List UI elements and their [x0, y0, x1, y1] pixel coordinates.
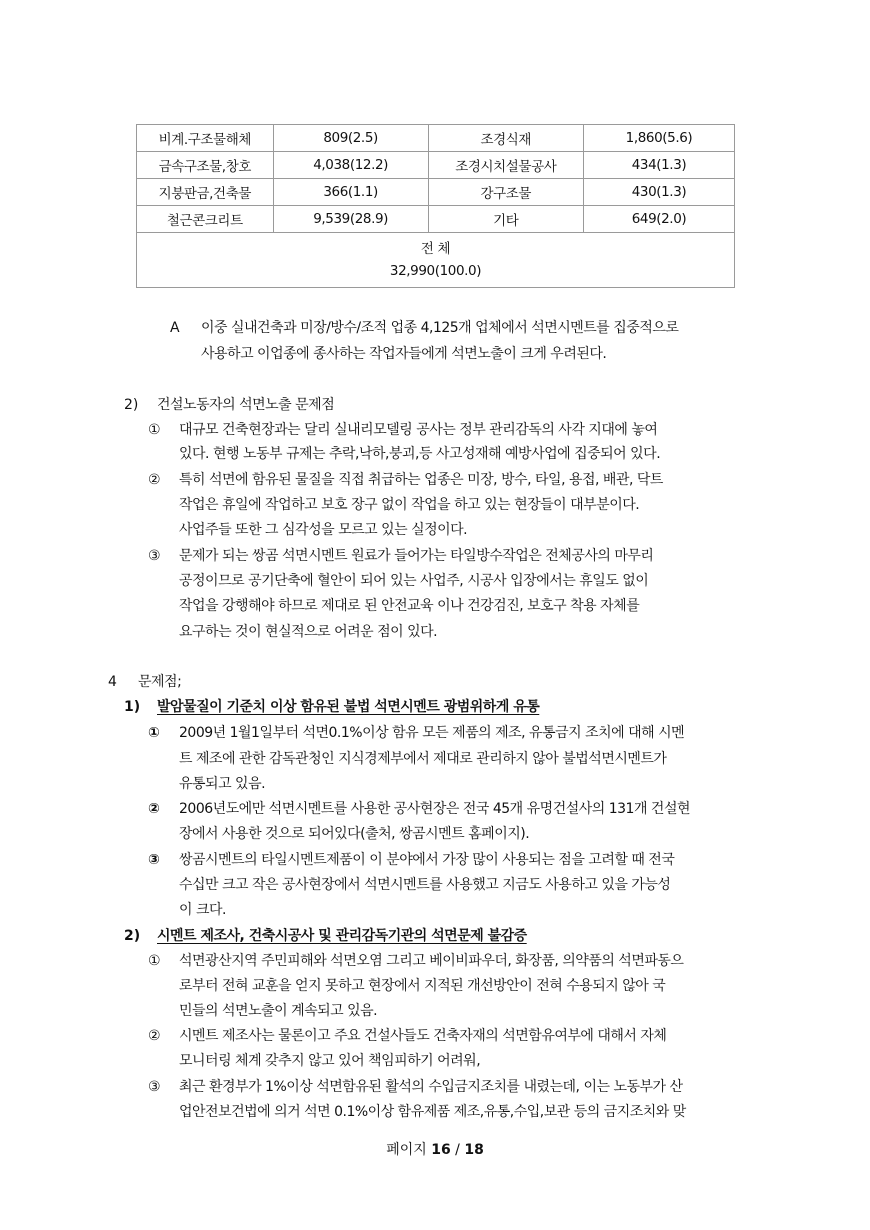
- item-line: 민들의 석면노출이 계속되고 있음.: [179, 1003, 378, 1019]
- item-line: 장에서 사용한 것으로 되어있다(출처, 쌍곰시멘트 홈페이지).: [179, 826, 530, 842]
- table-cell: 강구조물: [428, 179, 583, 206]
- table-cell: 기타: [428, 206, 583, 233]
- page-separator: /: [455, 1142, 460, 1158]
- item-line: 유통되고 있음.: [179, 776, 266, 792]
- item-line: 석면광산지역 주민피해와 석면오염 그리고 베이비파우더, 화장품, 의약품의 석면파동으: [179, 953, 684, 969]
- table-cell: 649(2.0): [583, 206, 734, 233]
- section4-title: 문제점;: [138, 674, 182, 690]
- section2-number: 2): [124, 397, 139, 413]
- item-marker: ②: [148, 472, 161, 488]
- item-line: 최근 환경부가 1%이상 석면함유된 활석의 수입금지조치를 내렸는데, 이는 노동부가 산: [179, 1079, 683, 1095]
- table-cell: 366(1.1): [273, 179, 428, 206]
- item-line: 2006년도에만 석면시멘트를 사용한 공사현장은 전국 45개 유명건설사의 131개 건설현: [179, 801, 691, 817]
- item-line: 사업주들 또한 그 심각성을 모르고 있는 실정이다.: [179, 522, 468, 538]
- item-line: 대규모 건축현장과는 달리 실내리모델링 공사는 정부 관리감독의 사각 지대에 놓여: [179, 422, 658, 438]
- item-marker: ③: [148, 548, 161, 564]
- table-cell: 조경시치설물공사: [428, 152, 583, 179]
- table-cell: 4,038(12.2): [273, 152, 428, 179]
- item-marker: ③: [148, 1079, 161, 1095]
- table-cell: 철근콘크리트: [137, 206, 274, 233]
- item-line: 업안전보건법에 의거 석면 0.1%이상 함유제품 제조,유통,수입,보관 등의 금지조치와 맞: [179, 1104, 686, 1120]
- item-line: 공정이므로 공기단축에 혈안이 되어 있는 사업주, 시공사 입장에서는 휴일도 없이: [179, 573, 649, 589]
- total-value: 32,990(100.0): [389, 263, 482, 279]
- table-cell: 430(1.3): [583, 179, 734, 206]
- table-cell: 지붕판금,건축물: [137, 179, 274, 206]
- table-total-cell: [137, 233, 735, 288]
- item-line: 2009년 1월1일부터 석면0.1%이상 함유 모든 제품의 제조, 유통금지 조치에 대해 시멘: [179, 725, 685, 741]
- table-row: [137, 206, 735, 233]
- table-cell: 434(1.3): [583, 152, 734, 179]
- sub1-number: 1): [124, 699, 141, 715]
- current-page-number: 16: [431, 1142, 451, 1158]
- note-a-line: 사용하고 이업종에 종사하는 작업자들에게 석면노출이 크게 우려된다.: [201, 346, 607, 362]
- item-marker: ②: [148, 1028, 161, 1044]
- section2-heading: 건설노동자의 석면노출 문제점: [157, 397, 335, 413]
- table-cell: 9,539(28.9): [273, 206, 428, 233]
- note-a-line: 이중 실내건축과 미장/방수/조적 업종 4,125개 업체에서 석면시멘트를 집중적으로: [201, 320, 679, 336]
- section4-number: 4: [108, 674, 117, 690]
- item-line: 작업을 강행해야 하므로 제대로 된 안전교육 이나 건강검진, 보호구 착용 자체를: [179, 598, 640, 614]
- item-marker: ①: [148, 422, 161, 438]
- item-line: 특히 석면에 함유된 물질을 직접 취급하는 업종은 미장, 방수, 타일, 용접, 배관, 닥트: [179, 472, 663, 488]
- item-line: 이 크다.: [179, 902, 226, 918]
- item-line: 쌍곰시멘트의 타일시멘트제품이 이 분야에서 가장 많이 사용되는 점을 고려할 때 전국: [179, 852, 675, 868]
- item-line: 작업은 휴일에 작업하고 보호 장구 없이 작업을 하고 있는 현장들이 대부분이다.: [179, 497, 640, 513]
- item-line: 로부터 전혀 교훈을 얻지 못하고 현장에서 지적된 개선방안이 전혀 수용되지 않아 국: [179, 978, 666, 994]
- item-line: 트 제조에 관한 감독관청인 지식경제부에서 제대로 관리하지 않아 불법석면시멘트가: [179, 751, 667, 767]
- item-line: 시멘트 제조사는 물론이고 주요 건설사들도 건축자재의 석면함유여부에 대해서 자체: [179, 1028, 667, 1044]
- item-marker: ③: [148, 852, 160, 868]
- item-line: 요구하는 것이 현실적으로 어려운 점이 있다.: [179, 624, 438, 640]
- table-total-row: [137, 233, 735, 288]
- page-footer: [0, 1139, 870, 1159]
- item-line: 있다. 현행 노동부 규제는 추락,낙하,붕괴,등 사고성재해 예방사업에 집중되어 있다.: [179, 446, 661, 462]
- table-cell: 809(2.5): [273, 125, 428, 152]
- table-cell: 1,860(5.6): [583, 125, 734, 152]
- item-marker: ①: [148, 725, 160, 741]
- item-marker: ②: [148, 801, 160, 817]
- item-line: 수십만 크고 작은 공사현장에서 석면시멘트를 사용했고 지금도 사용하고 있을 가능성: [179, 877, 671, 893]
- total-page-number: 18: [464, 1142, 484, 1158]
- table-row: [137, 179, 735, 206]
- item-line: 문제가 되는 쌍곰 석면시멘트 원료가 들어가는 타일방수작업은 전체공사의 마무리: [179, 548, 654, 564]
- asbestos-industry-table: [136, 124, 735, 288]
- table-row: [137, 152, 735, 179]
- item-marker: ①: [148, 953, 161, 969]
- page-label: 페이지: [386, 1142, 427, 1158]
- sub1-heading: 발암물질이 기준치 이상 함유된 불법 석면시멘트 광범위하게 유통: [157, 699, 540, 715]
- sub2-number: 2): [124, 928, 141, 944]
- note-a-marker: A: [170, 320, 180, 336]
- table-row: [137, 125, 735, 152]
- table-cell: 비계.구조물해체: [137, 125, 274, 152]
- table-cell: 금속구조물,창호: [137, 152, 274, 179]
- item-line: 모니터링 체계 갖추지 않고 있어 책임피하기 어려워,: [179, 1053, 481, 1069]
- sub2-heading: 시멘트 제조사, 건축시공사 및 관리감독기관의 석면문제 불감증: [157, 928, 527, 944]
- total-label: 전 체: [420, 241, 451, 257]
- table-cell: 조경식재: [428, 125, 583, 152]
